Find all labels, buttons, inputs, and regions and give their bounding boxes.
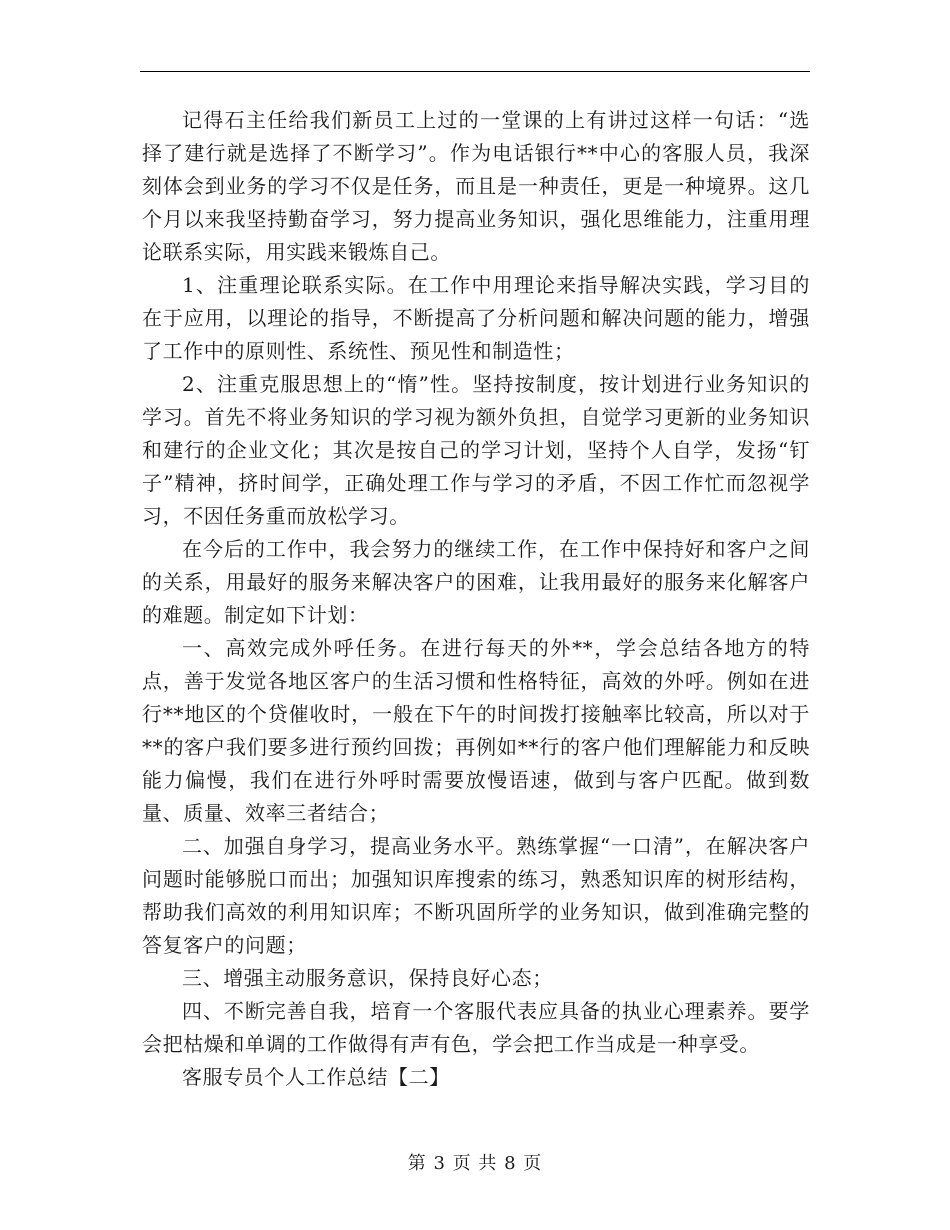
paragraph-plan-3: 三、增强主动服务意识，保持良好心态； (182, 966, 553, 990)
paragraph-point-2: 2、注重克服思想上的“惰”性。坚持按制度，按计划进行业务知识的学习。首先不将业务知识的学习视为额外负担，自觉学习更新的业务知识和建行的企业文化；其次是按自己的学习计划，坚持个人自学，发扬“钉子”精神，挤时间学，正确处理工作与学习的矛盾，不因工作忙而忽视学习，不因任务重而放松学习。 (142, 372, 810, 528)
paragraph-plan-1: 一、高效完成外呼任务。在进行每天的外**，学会总结各地方的特点，善于发觉各地区客户的生活习惯和性格特征，高效的外呼。例如在进行**地区的个贷催收时，一般在下午的时间拨打接触率比较高，所以对于**的客户我们要多进行预约回拨；再例如**行的客户他们理解能力和反映能力偏慢，我们在进行外呼时需要放慢语速，做到与客户匹配。做到数量、质量、效率三者结合； (142, 636, 810, 825)
header-rule (140, 71, 810, 72)
document-body (142, 104, 810, 1094)
section-heading: 客服专员个人工作总结【二】 (182, 1065, 450, 1089)
paragraph-intro: 记得石主任给我们新员工上过的一堂课的上有讲过这样一句话：“选择了建行就是选择了不断学习”。作为电话银行**中心的客服人员，我深刻体会到业务的学习不仅是任务，而且是一种责任，更是一种境界。这几个月以来我坚持勤奋学习，努力提高业务知识，强化思维能力，注重用理论联系实际，用实践来锻炼自己。 (142, 108, 810, 264)
paragraph-plan-2: 二、加强自身学习，提高业务水平。熟练掌握“一口清”，在解决客户问题时能够脱口而出；加强知识库搜索的练习，熟悉知识库的树形结构，帮助我们高效的利用知识库；不断巩固所学的业务知识，做到准确完整的答复客户的问题； (142, 834, 810, 957)
page-number-footer: 第 3 页 共 8 页 (407, 1153, 543, 1174)
paragraph-point-1: 1、注重理论联系实际。在工作中用理论来指导解决实践，学习目的在于应用，以理论的指导，不断提高了分析问题和解决问题的能力，增强了工作中的原则性、系统性、预见性和制造性； (142, 273, 810, 363)
paragraph-plan-4: 四、不断完善自我，培育一个客服代表应具备的执业心理素养。要学会把枯燥和单调的工作做得有声有色，学会把工作当成是一种享受。 (142, 999, 810, 1056)
paragraph-future-work: 在今后的工作中，我会努力的继续工作，在工作中保持好和客户之间的关系，用最好的服务来解决客户的困难，让我用最好的服务来化解客户的难题。制定如下计划： (142, 537, 810, 627)
